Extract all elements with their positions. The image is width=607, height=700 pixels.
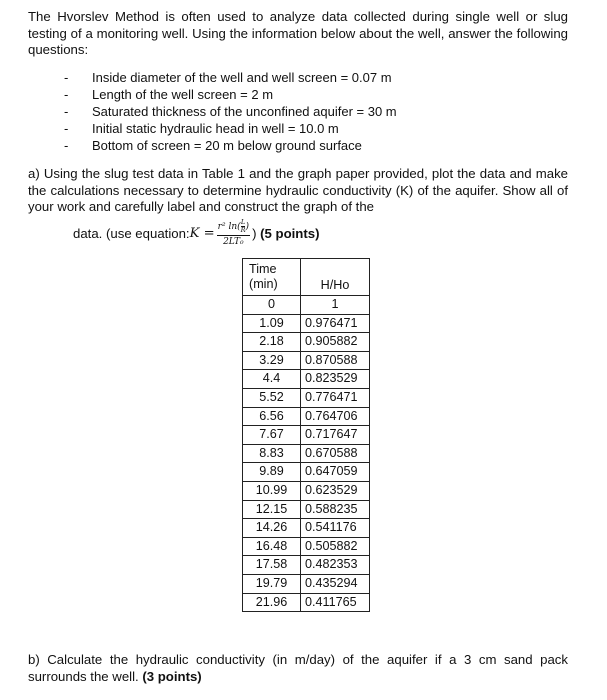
table-row [243, 314, 370, 333]
ratio-cell: 0.505882 [301, 537, 370, 556]
time-cell: 5.52 [243, 388, 301, 407]
time-cell: 7.67 [243, 426, 301, 445]
numerator-text: r² ln( [217, 222, 241, 232]
time-cell: 14.26 [243, 519, 301, 538]
equation-numerator [217, 219, 250, 236]
equation-suffix: ) [252, 225, 257, 241]
time-cell: 6.56 [243, 407, 301, 426]
inner-denominator: R [240, 226, 246, 234]
list-item: - Initial static hydraulic head in well = 10.0 m [64, 120, 397, 137]
equation-lhs: K = [189, 225, 215, 241]
time-cell: 0 [243, 296, 301, 315]
slug-test-table [242, 258, 370, 612]
equation-fraction [217, 219, 250, 248]
table-row [243, 556, 370, 575]
table-row [243, 296, 370, 315]
ratio-cell: 0.411765 [301, 593, 370, 612]
question-b-body: b) Calculate the hydraulic conductivity (in m/day) of the aquifer if a 3 cm sand pack surrounds the well. [28, 652, 568, 684]
time-cell: 19.79 [243, 574, 301, 593]
time-cell: 8.83 [243, 444, 301, 463]
ratio-cell: 0.588235 [301, 500, 370, 519]
points-label: (5 points) [260, 225, 320, 241]
list-item: - Length of the well screen = 2 m [64, 86, 397, 103]
table-row [243, 500, 370, 519]
ratio-cell: 0.717647 [301, 426, 370, 445]
time-cell: 2.18 [243, 333, 301, 352]
time-cell: 10.99 [243, 481, 301, 500]
time-cell: 16.48 [243, 537, 301, 556]
list-item: - Saturated thickness of the unconfined aquifer = 30 m [64, 103, 397, 120]
table-body [243, 259, 370, 612]
table-row [243, 407, 370, 426]
ratio-cell: 1 [301, 296, 370, 315]
time-header [243, 259, 301, 296]
ratio-cell: 0.764706 [301, 407, 370, 426]
ratio-cell: 0.647059 [301, 463, 370, 482]
table-row [243, 537, 370, 556]
time-cell: 17.58 [243, 556, 301, 575]
ratio-cell: 0.976471 [301, 314, 370, 333]
time-header-line1: Time [249, 262, 277, 276]
table-row [243, 351, 370, 370]
list-item: - Inside diameter of the well and well screen = 0.07 m [64, 69, 397, 86]
table-row [243, 370, 370, 389]
table-header-row [243, 259, 370, 296]
time-cell: 21.96 [243, 593, 301, 612]
ratio-cell: 0.870588 [301, 351, 370, 370]
ratio-cell: 0.670588 [301, 444, 370, 463]
question-a-text: a) Using the slug test data in Table 1 and the graph paper provided, plot the data and make the calculations necessary to determine hydraulic conductivity (K) of the aquifer. Show all of your work and carefully label and construct the graph of the [28, 166, 568, 214]
time-cell: 12.15 [243, 500, 301, 519]
time-cell: 3.29 [243, 351, 301, 370]
table-row [243, 574, 370, 593]
table-row [243, 333, 370, 352]
table-row [243, 463, 370, 482]
ratio-header: H/Ho [301, 259, 370, 296]
ratio-cell: 0.435294 [301, 574, 370, 593]
equation-prefix: data. (use equation: [73, 225, 190, 241]
equation-denominator: 2LT₀ [223, 237, 244, 247]
ratio-cell: 0.541176 [301, 519, 370, 538]
table-row [243, 481, 370, 500]
question-b-text [28, 652, 568, 685]
ratio-cell: 0.905882 [301, 333, 370, 352]
numerator-close: ) [245, 222, 250, 232]
points-label: (3 points) [142, 668, 202, 684]
table-row [243, 593, 370, 612]
ratio-cell: 0.482353 [301, 556, 370, 575]
ratio-cell: 0.776471 [301, 388, 370, 407]
time-cell: 4.4 [243, 370, 301, 389]
intro-paragraph: The Hvorslev Method is often used to analyze data collected during single well or slug testing of a monitoring well. Using the information below about the well, answer the following questions: [28, 9, 568, 57]
table-row [243, 426, 370, 445]
table-row [243, 388, 370, 407]
table-row [243, 519, 370, 538]
time-cell: 9.89 [243, 463, 301, 482]
table-row [243, 444, 370, 463]
list-item: - Bottom of screen = 20 m below ground surface [64, 137, 397, 154]
inner-numerator: L [240, 218, 246, 226]
question-a-equation-line [73, 219, 319, 248]
time-header-line2: (min) [249, 277, 278, 291]
time-cell: 1.09 [243, 314, 301, 333]
ratio-cell: 0.823529 [301, 370, 370, 389]
ratio-cell: 0.623529 [301, 481, 370, 500]
well-info-list [64, 69, 397, 154]
